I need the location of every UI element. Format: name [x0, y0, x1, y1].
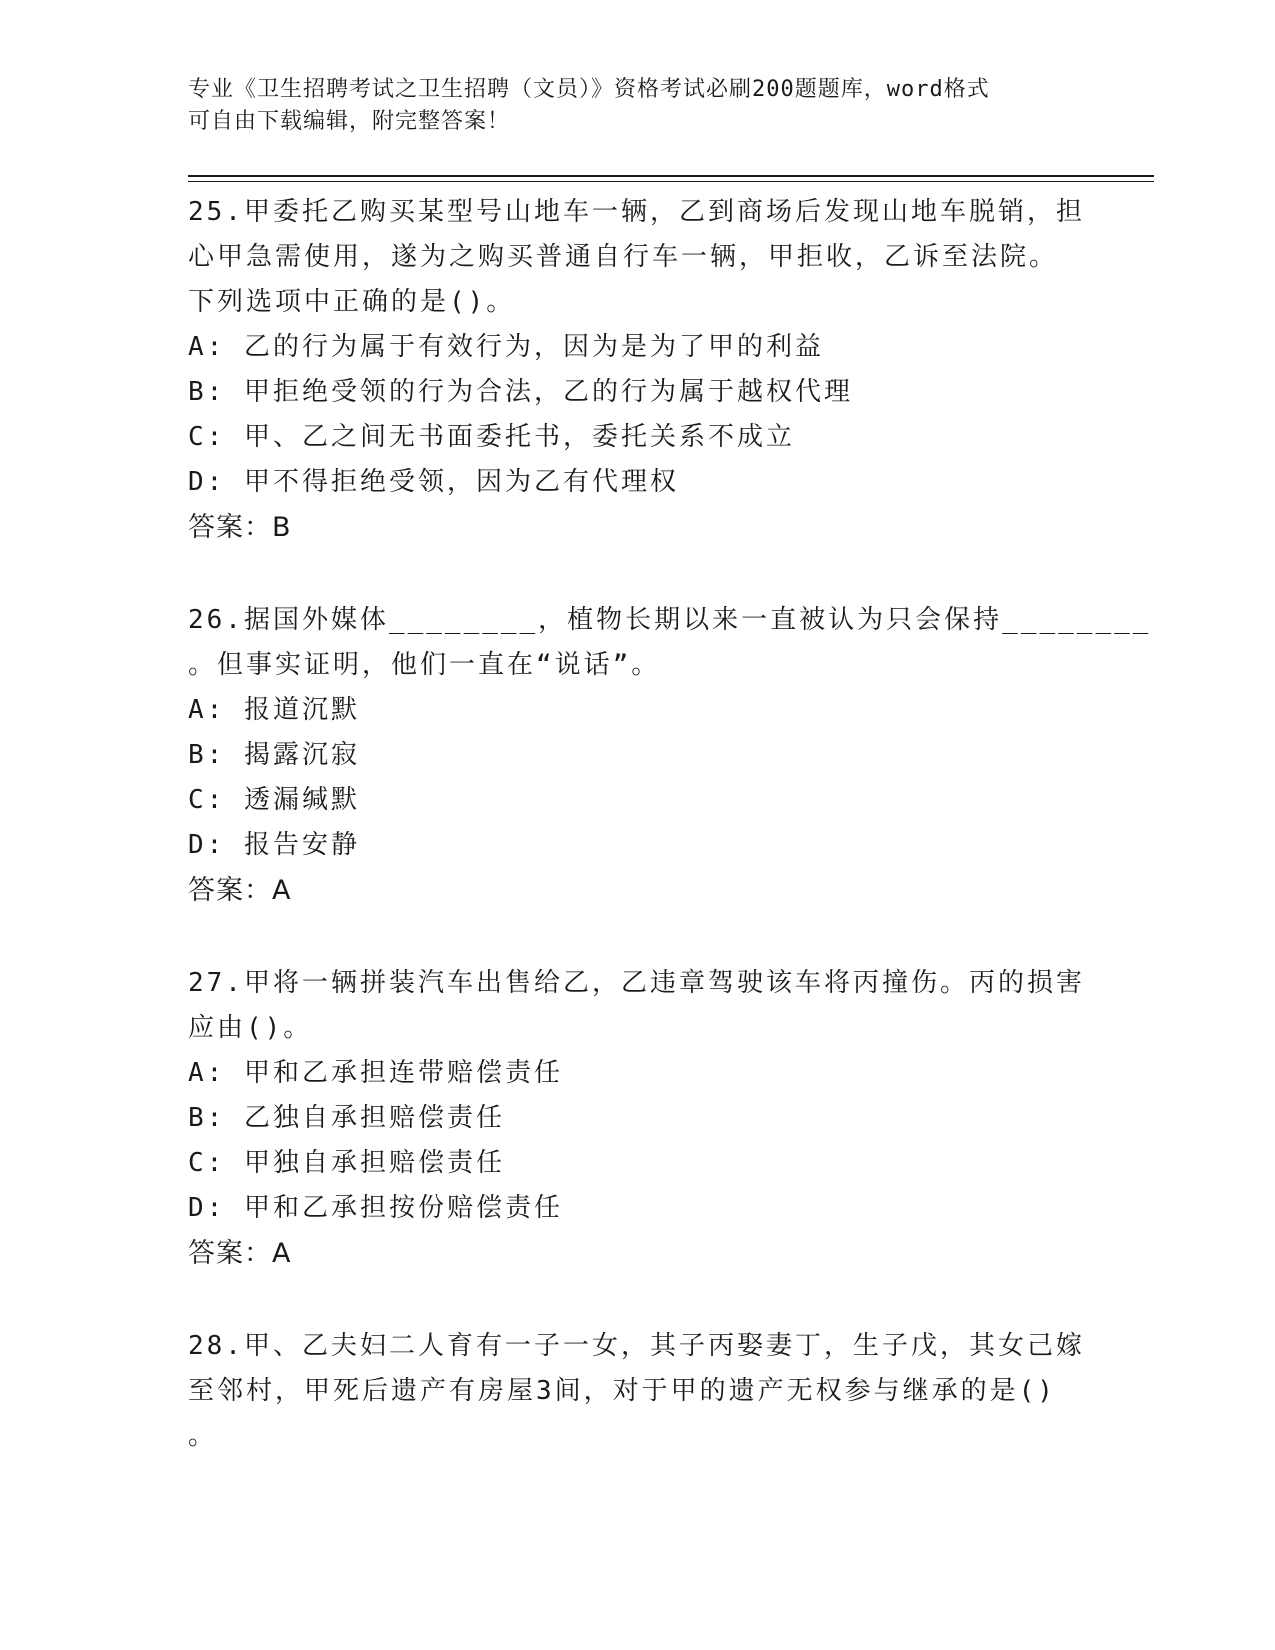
question-26 [188, 598, 1152, 913]
question-28 [188, 1324, 1088, 1459]
question-text-line: 26.据国外媒体________，植物长期以来一直被认为只会保持________ [188, 605, 1152, 635]
question-text-line: 27.甲将一辆拼装汽车出售给乙，乙违章驾驶该车将丙撞伤。丙的损害 [188, 968, 1085, 998]
spacer [188, 550, 1088, 598]
question-text-line: 28.甲、乙夫妇二人育有一子一女，其子丙娶妻丁，生子戊，其女己嫁 [188, 1331, 1085, 1361]
option-b: B: 揭露沉寂 [188, 740, 360, 770]
spacer [188, 1276, 1088, 1324]
question-text-line: 25.甲委托乙购买某型号山地车一辆，乙到商场后发现山地车脱销，担 [188, 197, 1085, 227]
option-b: B: 甲拒绝受领的行为合法，乙的行为属于越权代理 [188, 377, 853, 407]
option-d: D: 报告安静 [188, 830, 360, 860]
header-line-1: 专业《卫生招聘考试之卫生招聘（文员）》资格考试必刷200题题库，word格式 [188, 77, 990, 102]
answer-text: 答案：B [188, 512, 292, 543]
document-header [188, 74, 1088, 138]
question-text-line: 。 [188, 1421, 218, 1451]
option-d: D: 甲和乙承担按份赔偿责任 [188, 1193, 563, 1223]
question-text-line: 下列选项中正确的是()。 [188, 287, 516, 317]
question-text-line: 应由()。 [188, 1013, 313, 1043]
question-27 [188, 961, 1088, 1276]
answer-text: 答案：A [188, 875, 292, 906]
header-divider-thin [188, 181, 1154, 182]
question-list [188, 190, 1152, 1459]
header-line-2: 可自由下载编辑，附完整答案！ [188, 109, 511, 134]
option-a: A: 报道沉默 [188, 695, 360, 725]
option-a: A: 乙的行为属于有效行为，因为是为了甲的利益 [188, 332, 824, 362]
option-b: B: 乙独自承担赔偿责任 [188, 1103, 505, 1133]
option-c: C: 透漏缄默 [188, 785, 360, 815]
question-text-line: 。但事实证明，他们一直在“说话”。 [188, 650, 661, 680]
option-d: D: 甲不得拒绝受领，因为乙有代理权 [188, 467, 679, 497]
option-a: A: 甲和乙承担连带赔偿责任 [188, 1058, 563, 1088]
question-text-line: 至邻村，甲死后遗产有房屋3间，对于甲的遗产无权参与继承的是() [188, 1376, 1056, 1406]
option-c: C: 甲独自承担赔偿责任 [188, 1148, 505, 1178]
header-divider-thick [188, 175, 1154, 177]
answer-text: 答案：A [188, 1238, 292, 1269]
question-25 [188, 190, 1088, 550]
spacer [188, 913, 1088, 961]
question-text-line: 心甲急需使用，遂为之购买普通自行车一辆，甲拒收，乙诉至法院。 [188, 242, 1059, 272]
option-c: C: 甲、乙之间无书面委托书，委托关系不成立 [188, 422, 795, 452]
